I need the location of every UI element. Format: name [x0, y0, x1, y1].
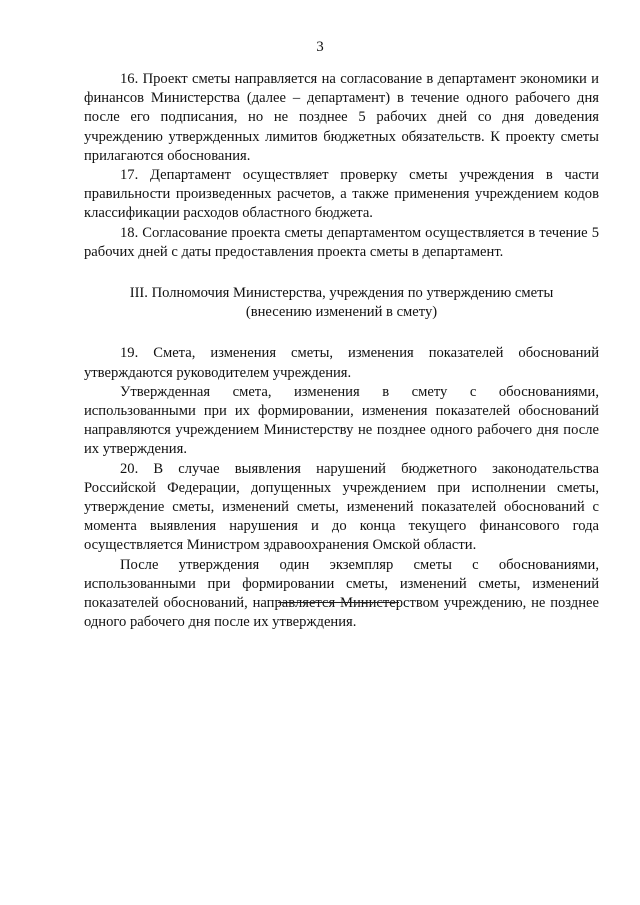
- paragraph-17: 17. Департамент осуществляет проверку сметы учреждения в части правильности произведенных расчетов, а также применения учреждением кодов классификации расходов областного бюджета.: [84, 167, 599, 222]
- section-heading: [84, 284, 599, 322]
- section-heading-line-2: (внесению изменений в смету): [245, 304, 438, 321]
- page-number: 3: [316, 39, 324, 55]
- paragraph-19: 19. Смета, изменения сметы, изменения показателей обоснований утверждаются руководителем учреждения.: [84, 345, 599, 381]
- section-heading-line-1: III. Полномочия Министерства, учреждения по утверждению сметы: [129, 285, 554, 302]
- paragraph-after-approval: После утверждения один экземпляр сметы с обоснованиями, использованными при формировании сметы, изменений сметы, изменений показателей обоснований, направляется Министерством учреждению, не позднее одного рабочего дня после их утверждения.: [84, 556, 599, 631]
- paragraph-16: 16. Проект сметы направляется на согласование в департамент экономики и финансов Министерства (далее – департамент) в течение одного рабочего дня после его подписания, но не позднее 5 рабочих дней со дня доведения учреждению утвержденных лимитов бюджетных обязательств. К проекту сметы прилагаются обоснования.: [84, 71, 599, 164]
- document-body: [84, 70, 599, 632]
- end-separator-line: [278, 602, 399, 603]
- paragraph-18: 18. Согласование проекта сметы департаментом осуществляется в течение 5 рабочих дней с даты предоставления проекта сметы в департамент.: [84, 224, 599, 260]
- paragraph-approved-estimate: Утвержденная смета, изменения в смету с обоснованиями, использованными при их формировании, изменения показателей обоснований направляются учреждением Министерству не позднее одного рабочего дня после их утверждения.: [84, 383, 599, 458]
- paragraph-20: 20. В случае выявления нарушений бюджетного законодательства Российской Федерации, допущенных учреждением при исполнении сметы, утверждение сметы, изменений сметы, изменений показателей обоснований с момента выявления нарушения и до конца текущего финансового года осуществляется Министром здравоохранения Омской области.: [84, 460, 599, 554]
